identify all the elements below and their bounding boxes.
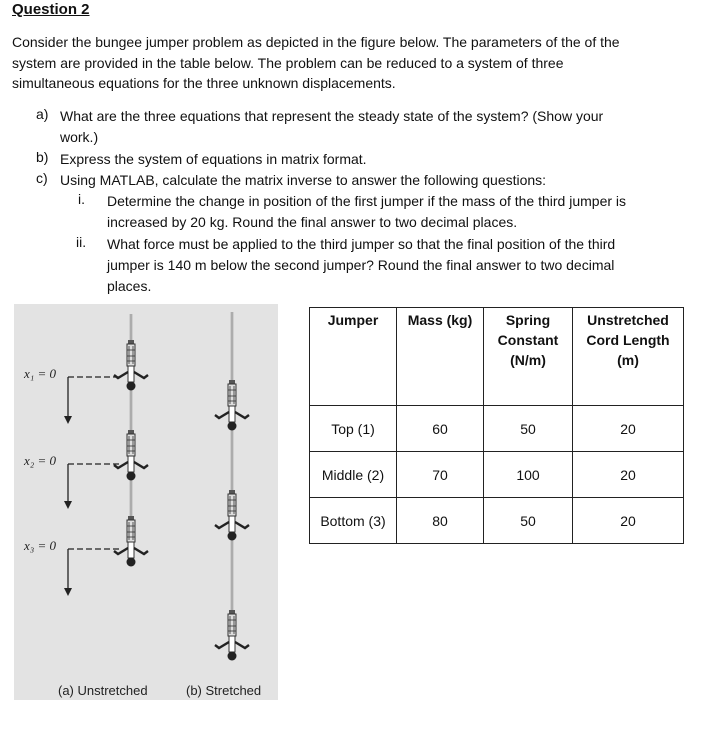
part-b-text: Express the system of equations in matrix format. [60, 151, 367, 167]
bungee-figure [14, 304, 278, 700]
table-row [310, 498, 684, 544]
header-mass: Mass (kg) [397, 308, 484, 406]
header-jumper: Jumper [310, 308, 397, 406]
cell-jumper: Top (1) [310, 406, 397, 452]
part-a-text: What are the three equations that represent the steady state of the system? (Show your [60, 108, 604, 124]
cell-spring: 100 [484, 452, 573, 498]
part-cii-text: places. [107, 278, 152, 294]
cell-spring: 50 [484, 498, 573, 544]
part-a-text: work.) [60, 129, 99, 145]
intro-line: system are provided in the table below. The problem can be reduced to a system of three [12, 54, 564, 71]
bungee-diagram [14, 304, 278, 700]
part-b-label: b) [36, 149, 49, 165]
question-heading: Question 2 [12, 1, 90, 18]
cell-mass: 60 [397, 406, 484, 452]
cell-jumper: Middle (2) [310, 452, 397, 498]
intro-line: simultaneous equations for the three unknown displacements. [12, 75, 396, 91]
cell-cord: 20 [573, 498, 684, 544]
parameters-table [309, 307, 684, 544]
part-ci-label: i. [78, 191, 85, 207]
x2-label: x₂ = 0 [24, 453, 57, 468]
part-ci-text: increased by 20 kg. Round the final answer to two decimal places. [107, 214, 518, 230]
cell-cord: 20 [573, 406, 684, 452]
x1-label: x₁ = 0 [24, 366, 57, 381]
intro-line: Consider the bungee jumper problem as depicted in the figure below. The parameters of the of the [12, 34, 620, 50]
part-c-text: Using MATLAB, calculate the matrix inverse to answer the following questions: [60, 172, 547, 188]
cell-mass: 80 [397, 498, 484, 544]
caption-unstretched: (a) Unstretched [58, 683, 148, 698]
table-row [310, 406, 684, 452]
header-cord-length: Unstretched Cord Length (m) [573, 308, 684, 406]
cell-mass: 70 [397, 452, 484, 498]
x3-label: x₃ = 0 [24, 538, 57, 553]
intro-paragraph [12, 32, 692, 94]
part-cii-text: What force must be applied to the third jumper so that the final position of the third [107, 236, 616, 252]
part-a-label: a) [36, 106, 49, 122]
part-cii-label: ii. [76, 234, 87, 250]
caption-stretched: (b) Stretched [186, 683, 262, 698]
cell-spring: 50 [484, 406, 573, 452]
part-c-label: c) [36, 170, 48, 186]
part-cii-text: jumper is 140 m below the second jumper? Round the final answer to two decimal [107, 257, 615, 273]
cell-jumper: Bottom (3) [310, 498, 397, 544]
cell-cord: 20 [573, 452, 684, 498]
table-header-row [310, 308, 684, 406]
table-row [310, 452, 684, 498]
part-ci-text: Determine the change in position of the first jumper if the mass of the third jumper is [107, 193, 627, 209]
header-spring-constant: Spring Constant (N/m) [484, 308, 573, 406]
